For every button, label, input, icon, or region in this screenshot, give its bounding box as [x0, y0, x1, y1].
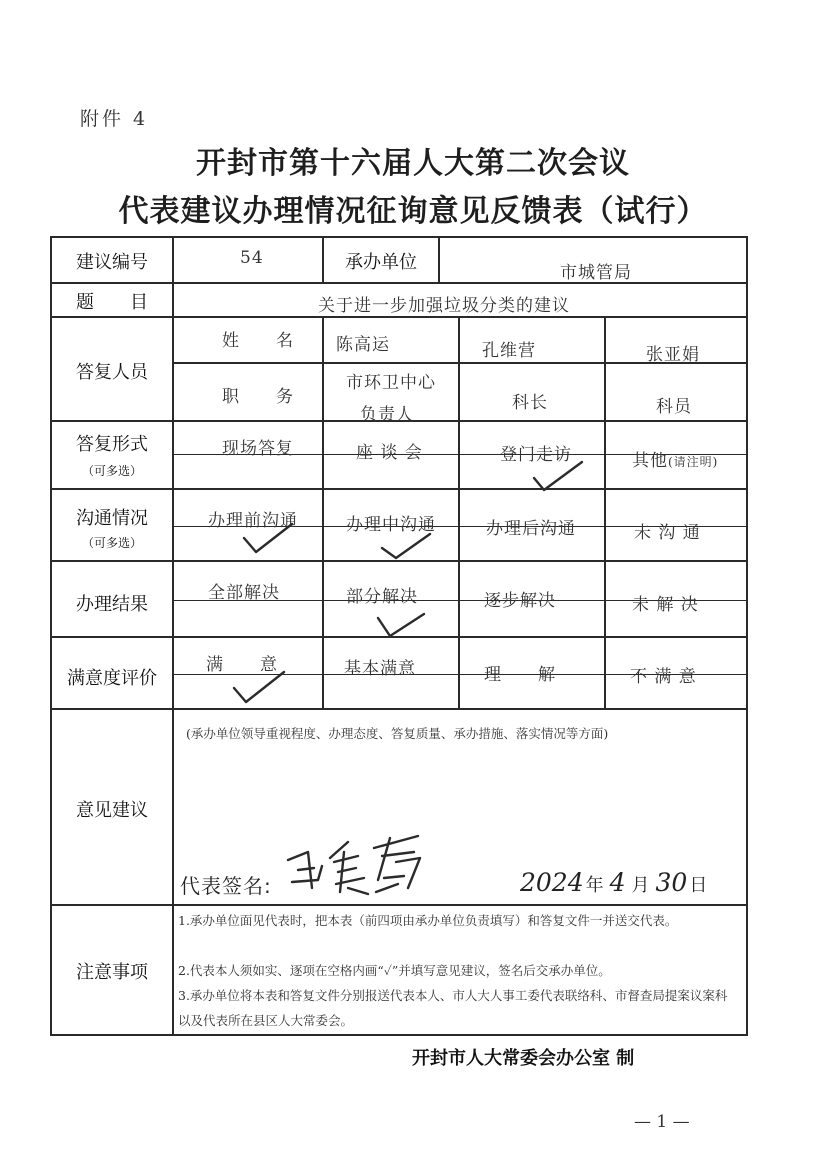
- position-label: 职 务: [222, 387, 294, 407]
- responder-1-name: 陈高运: [336, 335, 390, 355]
- satisfaction-option-understand: 理 解: [484, 665, 556, 685]
- opinion-label: 意见建议: [76, 800, 148, 821]
- result-option-gradual: 逐步解决: [484, 591, 556, 611]
- reply-option-other: 其他(请注明): [632, 451, 719, 471]
- comm-option-before: 办理前沟通: [208, 511, 298, 531]
- title-line2: 代表建议办理情况征询意见反馈表（试行）: [118, 194, 708, 229]
- communication-note: （可多选）: [81, 536, 142, 550]
- check-mark-reply-visit: [528, 456, 588, 496]
- responder-2-name: 孔维营: [482, 341, 536, 361]
- sign-date: [520, 868, 707, 897]
- issuer: 开封市人大常委会办公室 制: [412, 1048, 635, 1069]
- reply-option-visit: 登门走访: [500, 445, 572, 465]
- suggestion-no-label: 建议编号: [76, 252, 148, 273]
- result-option-none: 未 解 决: [632, 595, 699, 615]
- check-mark-satisfaction: [228, 666, 288, 708]
- subject-value: 关于进一步加强垃圾分类的建议: [318, 296, 570, 316]
- result-option-all: 全部解决: [208, 583, 280, 603]
- responder-2-position: 科长: [512, 393, 548, 413]
- page-number: — 1 —: [634, 1112, 690, 1132]
- name-label: 姓 名: [222, 331, 294, 351]
- communication-label: 沟通情况: [76, 508, 148, 529]
- satisfaction-label: 满意度评价: [67, 668, 157, 689]
- satisfaction-option-unsatisfied: 不 满 意: [630, 667, 697, 687]
- result-label: 办理结果: [76, 594, 148, 615]
- date-year: 2024: [520, 868, 584, 897]
- undertaker-label: 承办单位: [345, 252, 417, 273]
- note-3: 3.承办单位将本表和答复文件分别报送代表本人、市人大人事工委代表联络科、市督查局提案议案科以及代表所在县区人大常委会。: [178, 988, 728, 1028]
- comm-option-after: 办理后沟通: [486, 519, 576, 539]
- responder-3-position: 科员: [656, 397, 692, 417]
- responder-1-position-line1: 市环卫中心: [346, 373, 436, 393]
- satisfaction-option-basic: 基本满意: [344, 659, 416, 679]
- check-mark-result-partial: [372, 606, 432, 644]
- result-option-partial: 部分解决: [346, 587, 418, 607]
- date-month-unit: 月: [631, 875, 650, 896]
- check-mark-comm-before: [238, 516, 298, 558]
- opinion-hint: (承办单位领导重视程度、办理态度、答复质量、承办措施、落实情况等方面): [186, 726, 609, 741]
- handwritten-signature: [278, 822, 438, 902]
- date-day: 30: [655, 868, 688, 897]
- attachment-label: 附件 4: [80, 108, 149, 130]
- reply-form-note: （可多选）: [81, 464, 142, 478]
- responder-1-position-line2: 负责人: [360, 405, 414, 425]
- comm-option-during: 办理中沟通: [346, 515, 436, 535]
- reply-form-label: 答复形式: [76, 434, 148, 455]
- satisfaction-option-satisfied: 满 意: [206, 655, 278, 675]
- suggestion-no-value: 54: [240, 248, 264, 268]
- undertaker-value: 市城管局: [560, 263, 632, 283]
- subject-label: 题 目: [76, 292, 148, 313]
- reply-option-onsite: 现场答复: [222, 439, 294, 459]
- check-mark-comm-during: [376, 530, 436, 564]
- signature-label: 代表签名:: [180, 874, 272, 898]
- responder-3-name: 张亚娟: [646, 345, 700, 365]
- title-line1: 开封市第十六届人大第二次会议: [196, 146, 630, 181]
- note-2: 2.代表本人须如实、逐项在空格内画“✓”并填写意见建议，签名后交承办单位。: [178, 963, 611, 978]
- responders-label: 答复人员: [76, 362, 148, 383]
- date-year-unit: 年: [585, 875, 604, 896]
- reply-option-meeting: 座 谈 会: [356, 443, 423, 463]
- date-day-unit: 日: [689, 875, 708, 896]
- note-1: 1.承办单位面见代表时，把本表（前四项由承办单位负责填写）和答复文件一并送交代表。: [178, 913, 678, 928]
- comm-option-none: 未 沟 通: [634, 523, 701, 543]
- notes-label: 注意事项: [76, 962, 148, 983]
- date-month: 4: [609, 868, 626, 897]
